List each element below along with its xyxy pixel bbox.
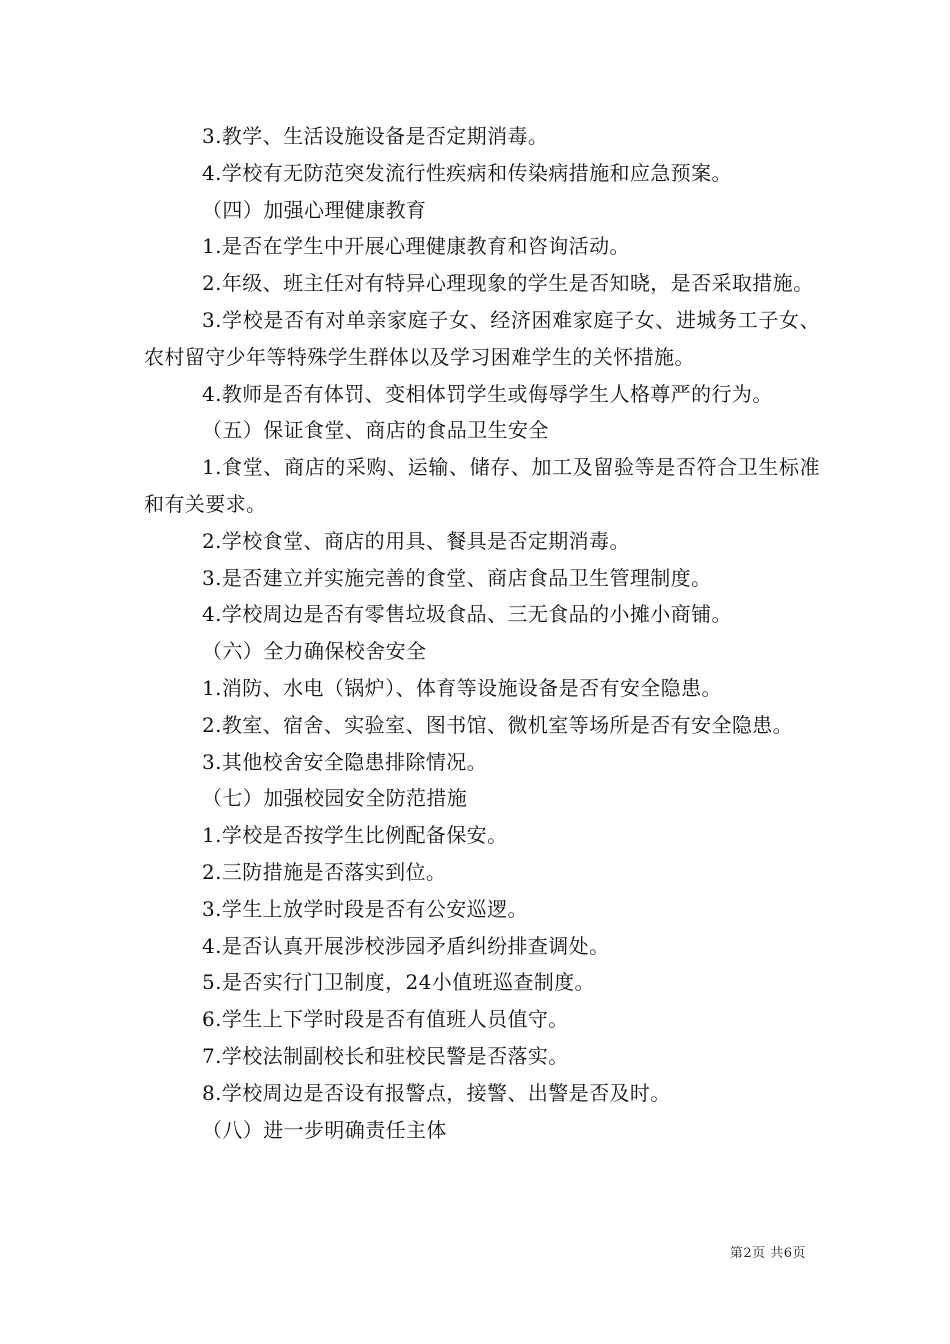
paragraph: 5.是否实行门卫制度，24小值班巡查制度。: [202, 970, 595, 995]
paragraph: 3.是否建立并实施完善的食堂、商店食品卫生管理制度。: [202, 565, 712, 590]
paragraph: 4.学校有无防范突发流行性疾病和传染病措施和应急预案。: [202, 160, 732, 185]
document-body: [144, 118, 820, 1148]
paragraph: 8.学校周边是否设有报警点，接警、出警是否及时。: [202, 1080, 671, 1105]
paragraph: 4.学校周边是否有零售垃圾食品、三无食品的小摊小商铺。: [202, 602, 732, 627]
paragraph: 1.食堂、商店的采购、运输、储存、加工及留验等是否符合卫生标准和有关要求。: [144, 455, 820, 516]
paragraph: 1.消防、水电（锅炉）、体育等设施设备是否有安全隐患。: [202, 675, 722, 700]
page-number-footer: 第2页 共6页: [729, 1246, 806, 1261]
section-heading: （五）保证食堂、商店的食品卫生安全: [202, 418, 549, 443]
paragraph: 3.教学、生活设施设备是否定期消毒。: [202, 124, 549, 148]
section-heading: （八）进一步明确责任主体: [202, 1117, 447, 1142]
paragraph: 7.学校法制副校长和驻校民警是否落实。: [202, 1043, 569, 1068]
section-heading: （四）加强心理健康教育: [202, 197, 427, 222]
paragraph: 1.学校是否按学生比例配备保安。: [202, 823, 508, 848]
paragraph: 3.学生上放学时段是否有公安巡逻。: [202, 896, 528, 921]
paragraph: 6.学生上下学时段是否有值班人员值守。: [202, 1007, 569, 1032]
section-heading: （六）全力确保校舍安全: [202, 639, 427, 664]
section-heading: （七）加强校园安全防范措施: [202, 786, 468, 811]
paragraph: 3.其他校舍安全隐患排除情况。: [202, 749, 488, 774]
paragraph: 2.三防措施是否落实到位。: [202, 859, 447, 884]
paragraph: 4.教师是否有体罚、变相体罚学生或侮辱学生人格尊严的行为。: [202, 381, 773, 406]
paragraph: 3.学校是否有对单亲家庭子女、经济困难家庭子女、进城务工子女、农村留守少年等特殊学生群体以及学习困难学生的关怀措施。: [144, 307, 820, 369]
paragraph: 2.教室、宿舍、实验室、图书馆、微机室等场所是否有安全隐患。: [202, 712, 794, 737]
paragraph: 2.学校食堂、商店的用具、餐具是否定期消毒。: [202, 528, 630, 553]
paragraph: 1.是否在学生中开展心理健康教育和咨询活动。: [202, 234, 630, 259]
paragraph: 4.是否认真开展涉校涉园矛盾纠纷排查调处。: [202, 933, 610, 958]
paragraph: 2.年级、班主任对有特异心理现象的学生是否知晓，是否采取措施。: [202, 271, 814, 296]
